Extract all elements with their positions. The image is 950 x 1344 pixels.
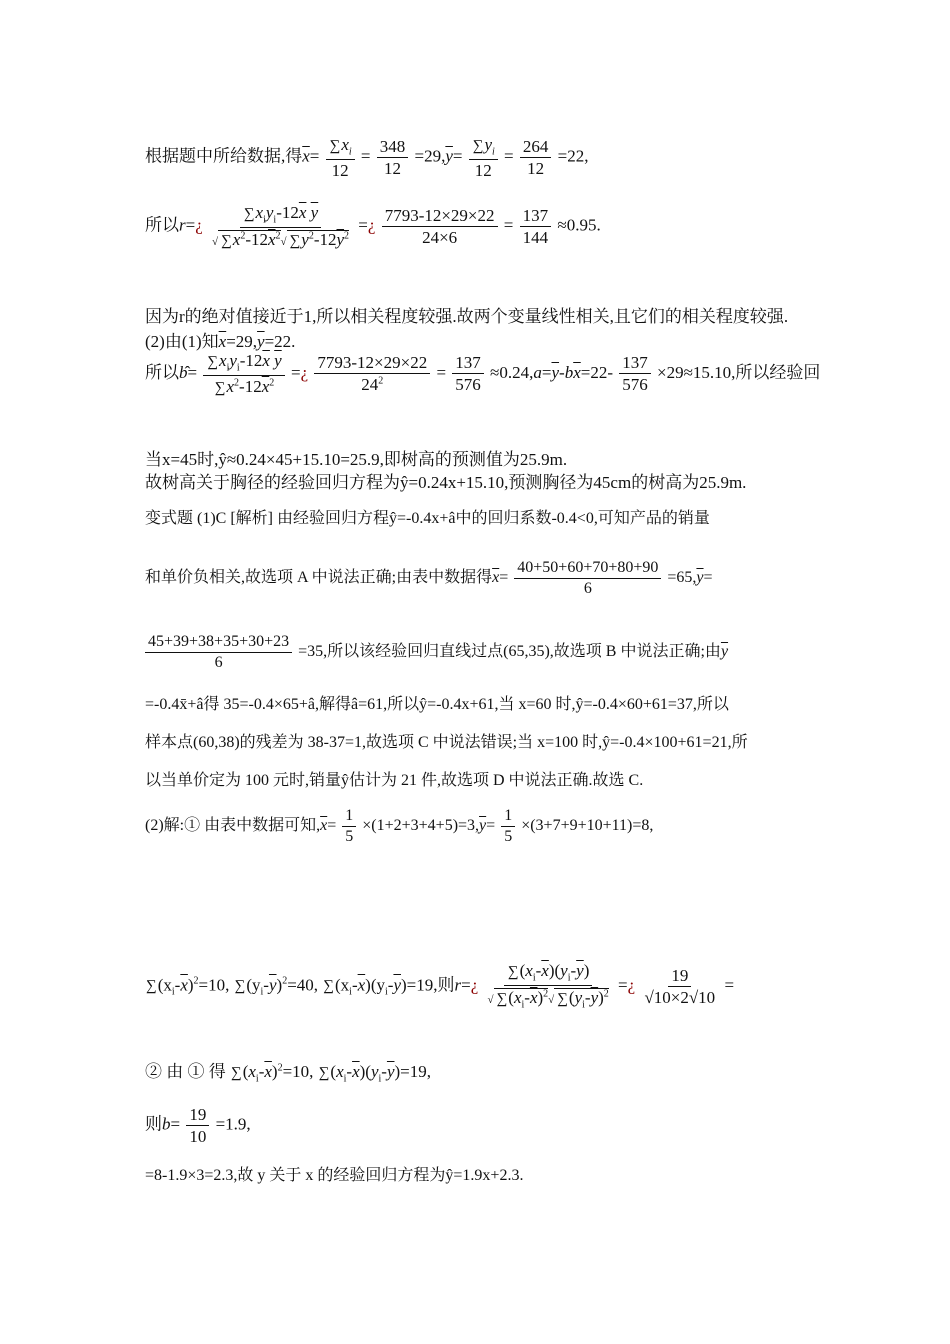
- line-step2: ② 由 ① 得 ∑ $(x_i-\overline{x})^2=10$, ∑ $(x_i-\overline{x})(y_i-\overline{y})=19$,: [145, 1062, 431, 1085]
- line-variant-ybar: $\frac{45+39+38+35+30+23}{6}$ =35,所以该经验回归直线过点(65,35),故选项 B 中说法正确;由$\overline{y}$: [145, 634, 728, 671]
- line-variant-xbar: 和单价负相关,故选项 A 中说法正确;由表中数据得$\overline{x}=$ $\frac{40+50+60+70+80+90}{6}$ $=65,\overline{y}=$: [145, 559, 713, 597]
- line-final-eq: =8-1.9×3=2.3,故 y 关于 x 的经验回归方程为ŷ=1.9x+2.3.: [145, 1167, 524, 1184]
- line-correlation-r: 所以r=¿ ∑ $x_iy_i-12\overline{x}$ $\overline{y}$ √ ∑ $x^2-12\overline{x}^2√$ ∑ $y^2-12\overline{y}^2$ =¿ $\frac{7793-12\times 29\times 22}{24\times 6}$ = $\frac{137}{144}$ ≈0.95.: [145, 203, 601, 250]
- line-variant-d: 以当单价定为 100 元时,销量ŷ估计为 21 件,故选项 D 中说法正确.故选 C.: [145, 772, 644, 789]
- line-variant-residual: 样本点(60,38)的残差为 38-37=1,故选项 C 中说法错误;当 x=100 时,ŷ=-0.4×100+61=21,所: [145, 734, 748, 751]
- line-regression-eq: 故树高关于胸径的经验回归方程为ŷ=0.24x+15.10,预测胸径为45cm的树高为25.9m.: [145, 473, 747, 492]
- line-b-value: 则b= $\frac{19}{10}$ =1.9,: [145, 1105, 251, 1146]
- line-slope-b: 所以b= ∑ $x_iy_i-12\overline{x}$ $\overline{y}$ ∑ $x^2-12\overline{x}^2$ =¿ $\frac{7793-12\times 29\times 22}{24^2}$ = $\frac{137}{576}$ $\approx 0.24,a=\overline{y}-b\overline{x}=22-$ $\frac{137}{576}$ ×29≈15.10,所以经验回: [145, 351, 821, 397]
- line-conclusion: 因为r的绝对值接近于1,所以相关程度较强.故两个变量线性相关,且它们的相关程度较强.: [145, 307, 789, 326]
- line-part2-means: (2)解:① 由表中数据可知$,\overline{x}=$ $\frac{1}{5}$ $\times(1+2+3+4+5)=3,\overline{y}=$ $\frac{1}{5}$ ×(3+7+9+10+11)=8,: [145, 807, 654, 845]
- line-means: 根据题中所给数据,得$\overline{x}=$ ∑ $x_i$ 12 = $\frac{348}{12}$ $=29,\overline{y}=$ ∑ $y_i$ 12 = $\frac{264}{12}$ =22,: [145, 135, 589, 181]
- line-variant-a: =-0.4x̄+â得 35=-0.4×65+â,解得â=61,所以ŷ=-0.4x+61,当 x=60 时,ŷ=-0.4×60+61=37,所以: [145, 696, 729, 713]
- line-sums-r: ∑ $(x_i-\overline{x})^2=10$, ∑ $(y_i-\overline{y})^2=40$, ∑ $(x_i-\overline{x})(y_i-\overline{y})=19$,则r=¿ ∑ $(x_i-\overline{x})(y_i-\overline{y})$ √ ∑ $(x_i-\overline{x})^2√$ ∑ $(y_i-\overline{y})^2$ =¿ $\frac{19}{√10\times 2√10}$ =: [146, 961, 735, 1011]
- line-prediction: 当x=45时,ŷ≈0.24×45+15.10=25.9,即树高的预测值为25.9m.: [145, 450, 568, 469]
- line-variant-title: 变式题 (1)C [解析] 由经验回归方程ŷ=-0.4x+â中的回归系数-0.4<0,可知产品的销量: [145, 510, 710, 527]
- line-part2: (2)由(1)知$\overline{x}=29,\overline{y}=22$.: [145, 332, 296, 351]
